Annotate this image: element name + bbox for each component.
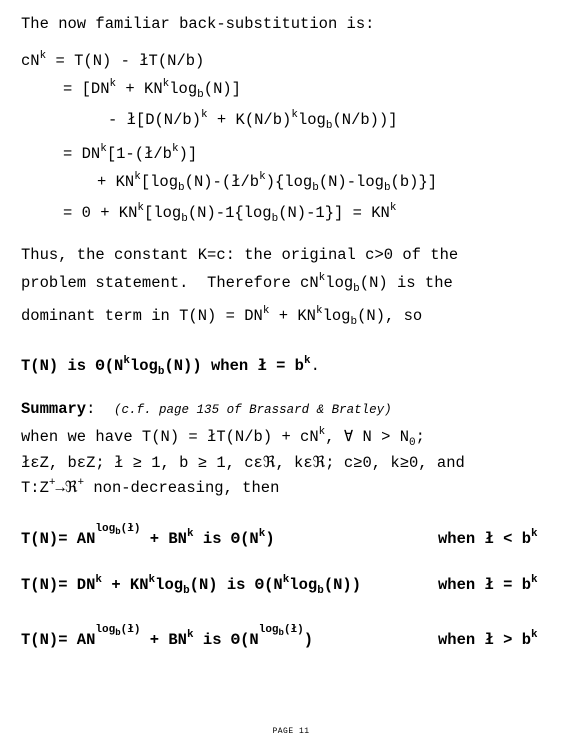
derivation-line-1: $cN^k = T(N)$ - łT(N/b) [21, 50, 205, 70]
case-2-formula: $T(N)= DN^k + KN^k\log_b(N)$ is $\Theta(N^k\log_b(N))$ [21, 574, 362, 597]
derivation-line-5: + $KN^k[\log_b(N)-(ł/b^k)\{\log_b(N)-\log_b(b)\}]$ [97, 171, 438, 194]
derivation-line-3: - $ł[D(N/b)^k + K(N/b)^k\log_b(N/b))$] [108, 109, 398, 132]
paragraph-line-2: problem statement. Therefore $cN^k\log_b(N)$ is the [21, 272, 453, 295]
intro-text: The now familiar back-substitution is: [21, 15, 375, 33]
case-3-formula: $T(N)= AN^{log_b(ł)} + BN^k$ is $\Theta(N^{log_b(ł)})$ [21, 624, 314, 649]
derivation-line-2: = $[DN^k + KN^k\log_b(N)]$ [63, 78, 241, 101]
result-statement: T(N) is $\Theta(N^k\log_b(N))$ when ł = $b^k$. [21, 355, 320, 378]
case-2-condition: when ł = $b^k$ [438, 574, 538, 594]
summary-line-1: when we have T(N) = łT(N/b) + $cN^k$, ∀ $N > N_0$; [21, 426, 425, 449]
summary-line-3: T:Z+→ℜ+ non-decreasing, then [21, 477, 280, 497]
paragraph-line-3: dominant term in $T(N) = DN^k + KN^k\log_b(N)$, so [21, 305, 423, 328]
derivation-line-6: = $0 + KN^k[\log_b(N)-1\{\log_b(N)-1\}] = KN^k$ [63, 202, 397, 225]
derivation-line-4: = $DN^k[1-(ł/b^k)]$ [63, 143, 198, 163]
page-number: PAGE 11 [272, 727, 310, 736]
case-3-condition: when ł > $b^k$ [438, 629, 538, 649]
case-1-formula: $T(N)= AN^{log_b(ł)} + BN^k$ is $\Theta(N^k)$ [21, 523, 275, 548]
summary-line-2: łεZ, bεZ; ł ≥ 1, b ≥ 1, cεℜ, kεℜ; c≥0, k≥0, and [21, 454, 465, 472]
case-1-condition: when ł < $b^k$ [438, 528, 538, 548]
paragraph-line-1: Thus, the constant K=c: the original c>0 of the [21, 246, 459, 264]
summary-heading: Summary: (c.f. page 135 of Brassard & Bratley) [21, 400, 392, 418]
